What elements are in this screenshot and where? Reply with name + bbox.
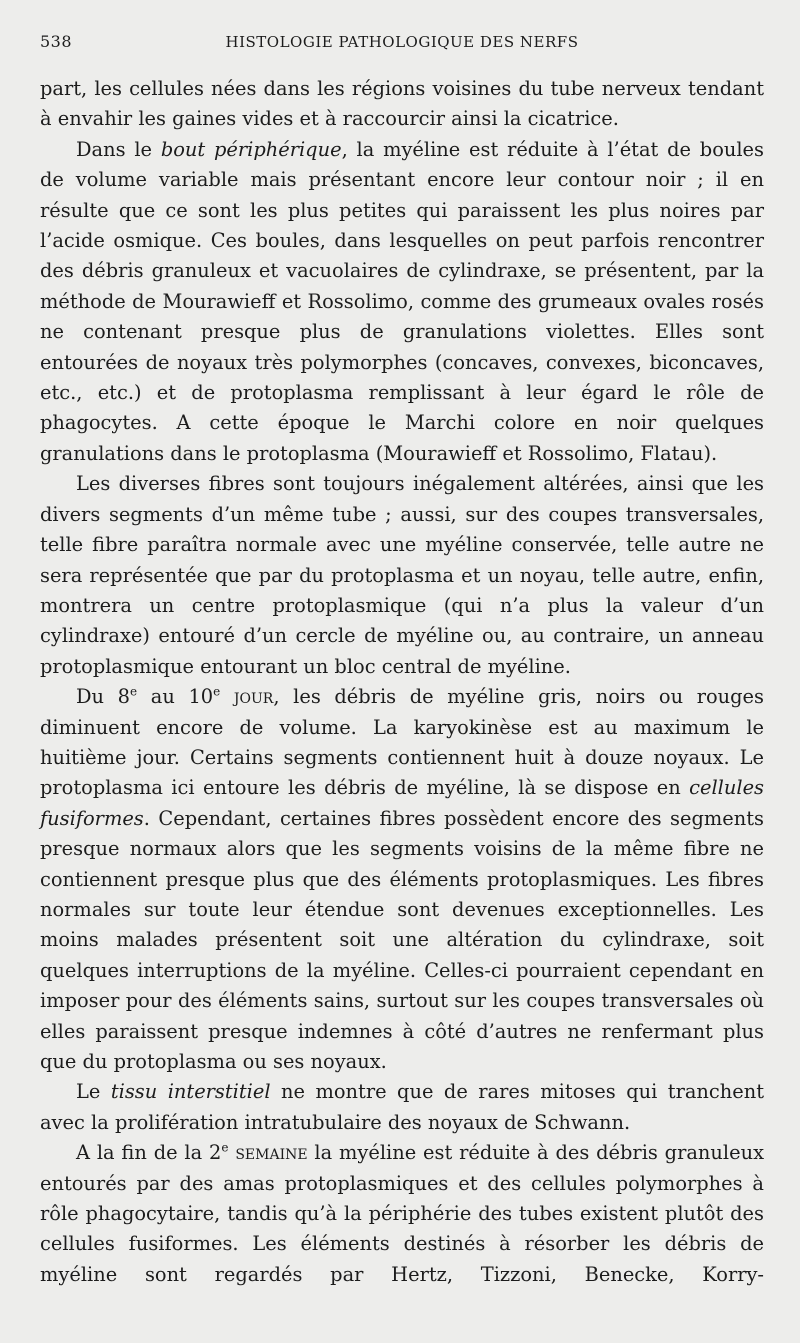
- paragraph-5-text-a: Le: [76, 1080, 111, 1104]
- paragraph-6-ordinal: e: [221, 1140, 229, 1155]
- paragraph-2-text-a: Dans le: [76, 137, 161, 161]
- paragraph-6-text-a: A la fin de la: [76, 1141, 210, 1165]
- paragraph-4-text-d: . Cependant, certaines fibres possèdent encore des segments presque normaux alors que les segments voisins de la même fibre ne contiennent presque plus que des éléments protoplasmiques. Les fibres normales sur toute leur étendue sont devenues exceptionnelles. Les moins malades présentent soit une altération du cylindraxe, soit quelques interruptions de la myéline. Celles-ci pourraient cependant en imposer pour des éléments sains, surtout sur les coupes transversales où elles paraissent presque indemnes à côté d’autres ne renfermant plus que du protoplasma ou ses noyaux.: [40, 806, 764, 1073]
- page-body: [40, 74, 764, 1290]
- paragraph-1: [40, 74, 764, 135]
- paragraph-4-text-a: Du: [76, 685, 118, 709]
- paragraph-3: [40, 469, 764, 682]
- paragraph-4-text-b: au: [137, 685, 189, 709]
- paragraph-5-text-b: ne montre que de rares mitoses qui tranchent avec la prolifération intratubulaire des noyaux de Schwann.: [40, 1080, 765, 1134]
- paragraph-4-small-caps: jour: [233, 685, 274, 709]
- paragraph-4-ordinal-1: e: [130, 684, 138, 699]
- paragraph-2: [40, 135, 764, 469]
- paragraph-3-text: Les diverses fibres sont toujours inégalement altérées, ainsi que les divers segments d’un même tube ; aussi, sur des coupes transversales, telle fibre paraîtra normale avec une myéline conservée, telle autre ne sera représentée que par du protoplasma et un noyau, telle autre, enfin, montrera un centre protoplasmique (qui n’a plus la valeur d’un cylindraxe) entouré d’un cercle de myéline ou, au contraire, un anneau protoplasmique entourant un bloc central de myéline.: [40, 472, 764, 678]
- paragraph-6-text-b: la myéline est réduite à des débris granuleux entourés par des amas protoplasmiques et des cellules polymorphes à rôle phagocytaire, tandis qu’à la périphérie des tubes existent plutôt des cellules fusiformes. Les éléments destinés à résorber les débris de myéline sont regardés par Hertz, Tizzoni, Benecke, Korry-: [40, 1141, 764, 1286]
- running-title: HISTOLOGIE PATHOLOGIQUE DES NERFS: [225, 33, 579, 51]
- page-number: 538: [40, 32, 73, 51]
- paragraph-5: [40, 1077, 764, 1138]
- paragraph-4-italic: cellules fusiformes: [40, 776, 764, 830]
- paragraph-6-week-number: 2: [209, 1141, 222, 1165]
- paragraph-2-italic: bout périphérique: [160, 137, 342, 161]
- paragraph-6-small-caps: semaine: [235, 1141, 308, 1165]
- paragraph-2-text-b: , la myéline est réduite à l’état de boules de volume variable mais présentant encore leur contour noir ; il en résulte que ce sont les plus petites qui paraissent les plus noires par l’acide osmique. Ces boules, dans lesquelles on peut parfois rencontrer des débris granuleux et vacuolaires de cylindraxe, se présentent, par la méthode de Mourawieff et Rossolimo, comme des grumeaux ovales rosés ne contenant presque plus de granulations violettes. Elles sont entourées de noyaux très polymorphes (concaves, convexes, biconcaves, etc., etc.) et de protoplasma remplissant à leur égard le rôle de phagocytes. A cette époque le Marchi colore en noir quelques granulations dans le protoplasma (Mourawieff et Rossolimo, Flatau).: [40, 137, 764, 465]
- paragraph-5-italic: tissu interstitiel: [110, 1080, 271, 1104]
- page-header: [40, 32, 764, 62]
- paragraph-4-text-c: , les débris de myéline gris, noirs ou rouges diminuent encore de volume. La karyokinèse est au maximum le huitième jour. Certains segments contiennent huit à douze noyaux. Le protoplasma ici entoure les débris de myéline, là se dispose en: [40, 685, 764, 800]
- paragraph-4-day-start: 8: [117, 685, 131, 709]
- paragraph-4-day-end: 10: [188, 685, 214, 709]
- paragraph-6: [40, 1138, 764, 1290]
- paragraph-1-text: part, les cellules nées dans les régions voisines du tube nerveux tendant à envahir les gaines vides et à raccourcir ainsi la cicatrice.: [40, 77, 764, 131]
- paragraph-4: [40, 682, 764, 1077]
- paragraph-4-ordinal-2: e: [213, 684, 221, 699]
